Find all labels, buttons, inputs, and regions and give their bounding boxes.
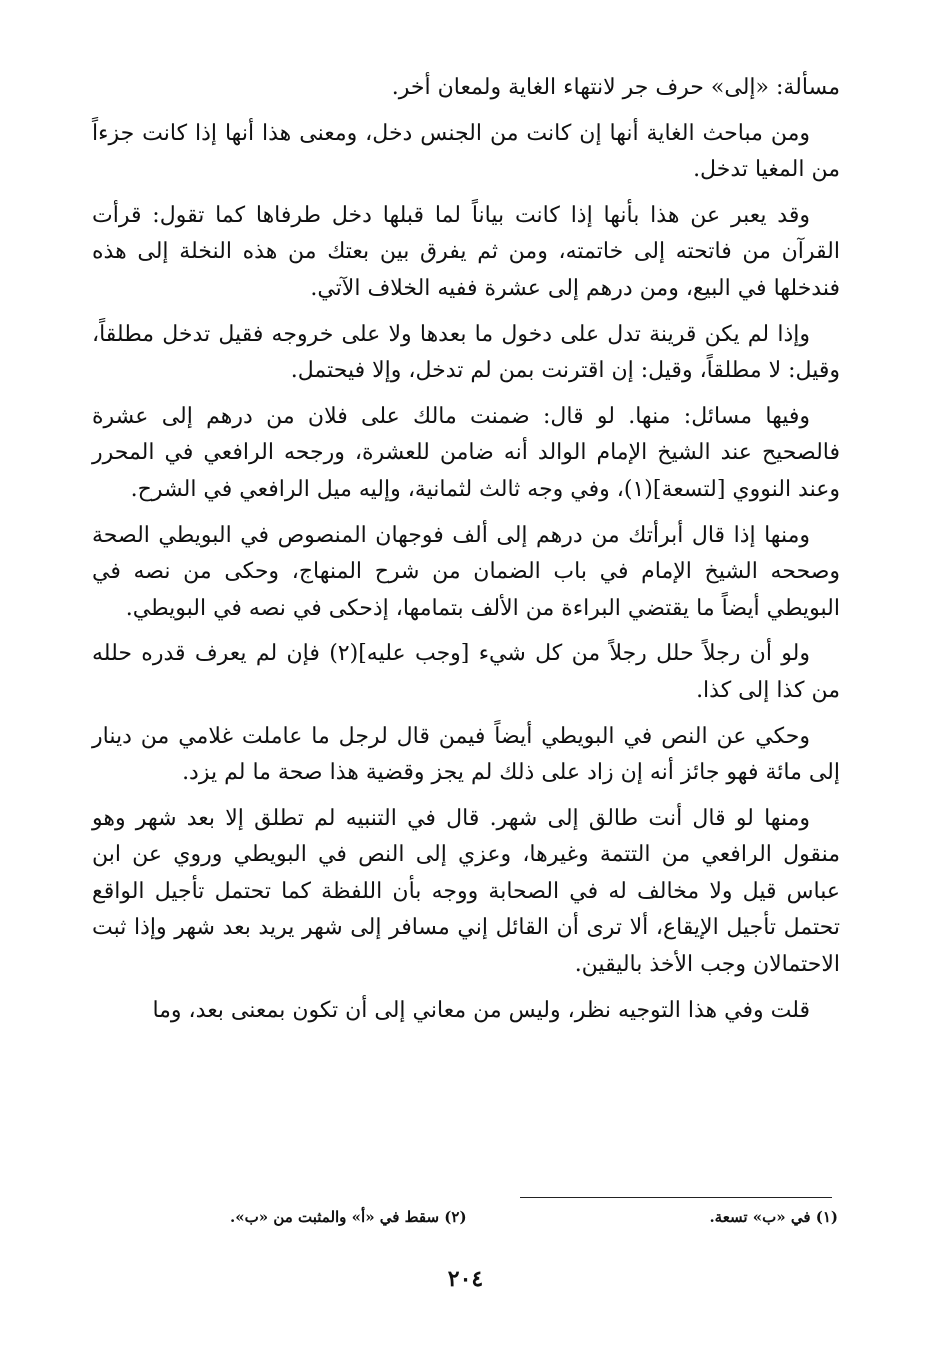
page-number: ٢٠٤ [447, 1266, 484, 1292]
paragraph-8: وحكي عن النص في البويطي أيضاً فيمن قال لرجل ما عاملت غلامي من دينار إلى مائة فهو جائز أنه إن زاد على ذلك لم يجز وقضية هذا صحة ما لم يزد. [92, 723, 840, 786]
paragraph-2: ومن مباحث الغاية أنها إن كانت من الجنس دخل، ومعنى هذا أنها إذا كانت جزءاً من المغيا تدخل. [92, 120, 840, 183]
paragraph-7: ولو أن رجلاً حلل رجلاً من كل شيء [وجب عليه](٢) فإن لم يعرف قدره حلله من كذا إلى كذا. [92, 641, 840, 703]
footnote-1: (١) في «ب» تسعة. [709, 1208, 838, 1226]
paragraph-3: وقد يعبر عن هذا بأنها إذا كانت بياناً لما قبلها دخل طرفاها كما تقول: قرأت القرآن من فاتحته إلى خاتمته، ومن ثم يفرق بين بعتك من هذه النخلة إلى هذه فندخلها في البيع، ومن درهم إلى عشرة ففيه الخلاف الآتي. [92, 202, 840, 301]
paragraph-6: ومنها إذا قال أبرأتك من درهم إلى ألف فوجهان المنصوص في البويطي الصحة وصححه الشيخ الإمام في باب الضمان من شرح المنهاج، وحكى من نصه في البويطي أيضاً ما يقتضي البراءة من الألف بتمامها، إذحكى في نصه في البويطي. [92, 522, 840, 621]
body-text [92, 70, 840, 1038]
paragraph-1: مسألة: «إلى» حرف جر لانتهاء الغاية ولمعان أخر. [391, 75, 840, 100]
paragraph-4: وإذا لم يكن قرينة تدل على دخول ما بعدها ولا على خروجه فقيل تدخل مطلقاً، وقيل: لا مطلقاً، وقيل: إن اقترنت بمن لم تدخل، وإلا فيحتمل. [92, 321, 840, 384]
footnote-2: (٢) سقط في «أ» والمثبت من «ب». [230, 1208, 467, 1226]
paragraph-9: ومنها لو قال أنت طالق إلى شهر. قال في التنبيه لم تطلق إلا بعد شهر وهو منقول الرافعي من التتمة وغيرها، وعزي إلى النص في البويطي وروي عن ابن عباس قيل ولا مخالف له في الصحابة ووجه بأن اللفظة كما تحتمل تأجيل الواقع تحتمل تأجيل الإيقاع، ألا ترى أن القائل إني مسافر إلى شهر يريد بعد شهر وإذا ثبت الاحتمالان وجب الأخذ باليقين. [92, 805, 840, 978]
paragraph-10: قلت وفي هذا التوجيه نظر، وليس من معاني إلى أن تكون بمعنى بعد، وما [152, 997, 810, 1023]
footnote-divider [520, 1197, 832, 1198]
paragraph-5: وفيها مسائل: منها. لو قال: ضمنت مالك على فلان من درهم إلى عشرة فالصحيح عند الشيخ الإمام الوالد أنه ضامن للعشرة، ورجحه الرافعي في المحرر وعند النووي [لتسعة](١)، وفي وجه ثالث لثمانية، وإليه ميل الرافعي في الشرح. [92, 403, 840, 502]
footnotes [230, 1206, 838, 1228]
